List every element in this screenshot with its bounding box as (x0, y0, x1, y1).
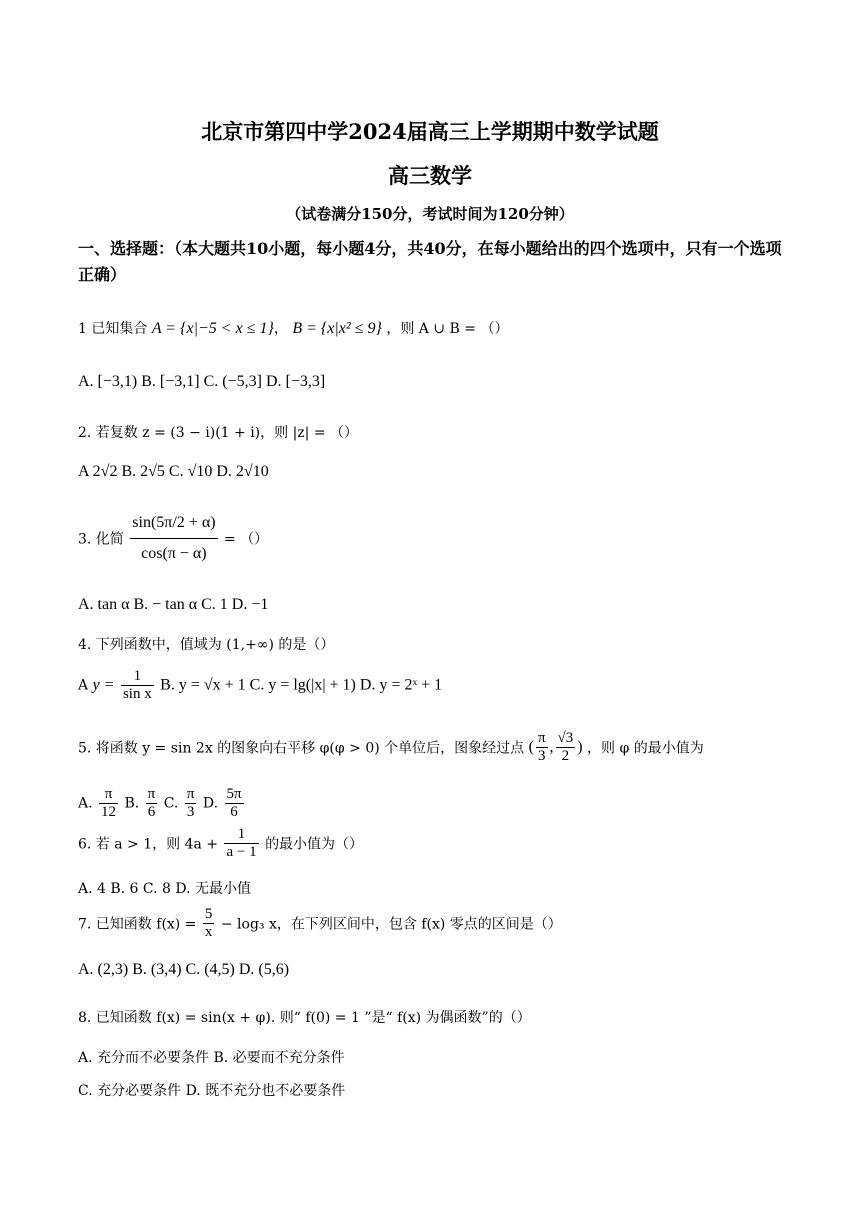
question-1-options: A. [−3,1) B. [−3,1] C. (−5,3] D. [−3,3] (78, 373, 326, 390)
q5-option-a-label: A. (78, 795, 93, 812)
q5-point-x-den: 3 (537, 748, 546, 764)
question-3-stem (78, 508, 798, 580)
q5-point-y (556, 730, 576, 765)
q5-option-d-label: D. (202, 795, 219, 812)
q4-option-a-lhs: y = (92, 676, 115, 694)
q3-fraction (130, 508, 217, 569)
q6-stem-pre: 6. 若 a > 1，则 4a + (78, 836, 219, 853)
q5-option-b-num: π (147, 786, 156, 802)
q5-point-y-num: √3 (557, 730, 574, 746)
question-6-stem (78, 826, 798, 861)
q4-option-a-numerator: 1 (121, 668, 154, 686)
section-heading: 一、选择题：（本大题共10小题，每小题4分，共40分，在每小题给出的四个选项中，只有一个选项正确） (78, 239, 782, 284)
q5-option-c (185, 786, 197, 821)
q6-fraction (224, 826, 258, 861)
q5-option-c-den: 3 (186, 804, 195, 820)
q5-option-a-num: π (99, 786, 118, 804)
q1-stem-post: ，则 A ∪ B = （） (386, 321, 509, 337)
q5-point-x (536, 730, 548, 765)
q4-option-a-fraction (121, 668, 154, 703)
question-4-options (78, 668, 798, 703)
q3-numerator: sin(5π/2 + α) (130, 508, 217, 539)
question-2-options: A 2√2 B. 2√5 C. √10 D. 2√10 (78, 463, 269, 480)
q5-option-b (146, 786, 158, 821)
q5-option-c-label: C. (163, 795, 179, 812)
q5-stem-pre: 5. 将函数 y = sin 2x 的图象向右平移 φ(φ > 0) 个单位后，图象经过点 (78, 740, 525, 757)
q4-option-a-label: A (78, 677, 89, 694)
q6-fraction-num: 1 (224, 826, 258, 844)
q3-tail: = （） (223, 531, 269, 548)
q5-stem-post: ，则 φ 的最小值为 (587, 740, 704, 757)
q5-option-a-den: 12 (101, 804, 117, 820)
q7-fraction-num: 5 (204, 906, 213, 922)
q4-option-a-denominator: sin x (122, 686, 152, 702)
question-5-stem: 5. 将函数 y = sin 2x 的图象向右平移 φ(φ > 0) 个单位后，图象经过点 ( $\frac{\pi}{3}$ , $\frac{√3}{2}$ ) ，则 φ 的最小值为 (78, 730, 704, 764)
question-8-options-row-2: C. 充分必要条件 D. 既不充分也不必要条件 (78, 1083, 346, 1099)
q3-denominator: cos(π − α) (141, 545, 207, 562)
question-7-options: A. (2,3) B. (3,4) C. (4,5) D. (5,6) (78, 961, 290, 978)
q7-fraction (203, 906, 215, 941)
q5-point-y-den: 2 (561, 748, 570, 764)
q1-comma: ， (273, 321, 288, 337)
q7-stem-post: − log₃ x，在下列区间中，包含 f(x) 零点的区间是（） (220, 916, 562, 933)
question-6-options: A. 4 B. 6 C. 8 D. 无最小值 (78, 881, 252, 897)
q5-option-b-label: B. (124, 795, 140, 812)
q5-point-x-num: π (537, 730, 546, 746)
question-2-stem: 2. 若复数 z = (3 − i)(1 + i)，则 |z| = （） (78, 425, 359, 441)
question-8-stem: 8. 已知函数 f(x) = sin(x + φ). 则“ f(0) = 1 ”是“ f(x) 为偶函数”的（） (78, 1010, 531, 1026)
q1-set-b: B = {x|x² ≤ 9} (292, 320, 382, 337)
question-7-stem (78, 906, 798, 941)
q5-option-d (225, 786, 244, 821)
question-3-options: A. tan α B. − tan α C. 1 D. −1 (78, 596, 269, 613)
q4-other-options: B. y = √x + 1 C. y = lg(|x| + 1) D. y = 2ˣ + 1 (160, 676, 443, 694)
q7-stem-pre: 7. 已知函数 f(x) = (78, 916, 197, 933)
exam-title: 北京市第四中学2024届高三上学期期中数学试题 (201, 119, 659, 144)
q5-option-a (99, 786, 118, 821)
q1-stem-pre: 1 已知集合 (78, 321, 148, 337)
q5-option-b-den: 6 (147, 804, 156, 820)
question-5-options (78, 786, 798, 821)
q6-fraction-den: a − 1 (226, 844, 257, 860)
question-1-stem (78, 318, 798, 338)
q3-label: 3. 化简 (78, 531, 124, 548)
question-4-stem: 4. 下列函数中，值域为 (1,+∞) 的是（） (78, 637, 335, 653)
q5-option-d-num: 5π (226, 786, 242, 802)
q1-set-a: A = {x|−5 < x ≤ 1} (151, 320, 274, 337)
question-8-options-row-1: A. 充分而不必要条件 B. 必要而不充分条件 (78, 1050, 345, 1066)
q5-option-c-num: π (186, 786, 195, 802)
exam-subtitle: 高三数学 (388, 163, 472, 188)
q5-option-d-den: 6 (230, 804, 238, 820)
q6-stem-post: 的最小值为（） (265, 836, 364, 853)
exam-note: （试卷满分150分，考试时间为120分钟） (286, 205, 574, 223)
q7-fraction-den: x (204, 924, 213, 940)
